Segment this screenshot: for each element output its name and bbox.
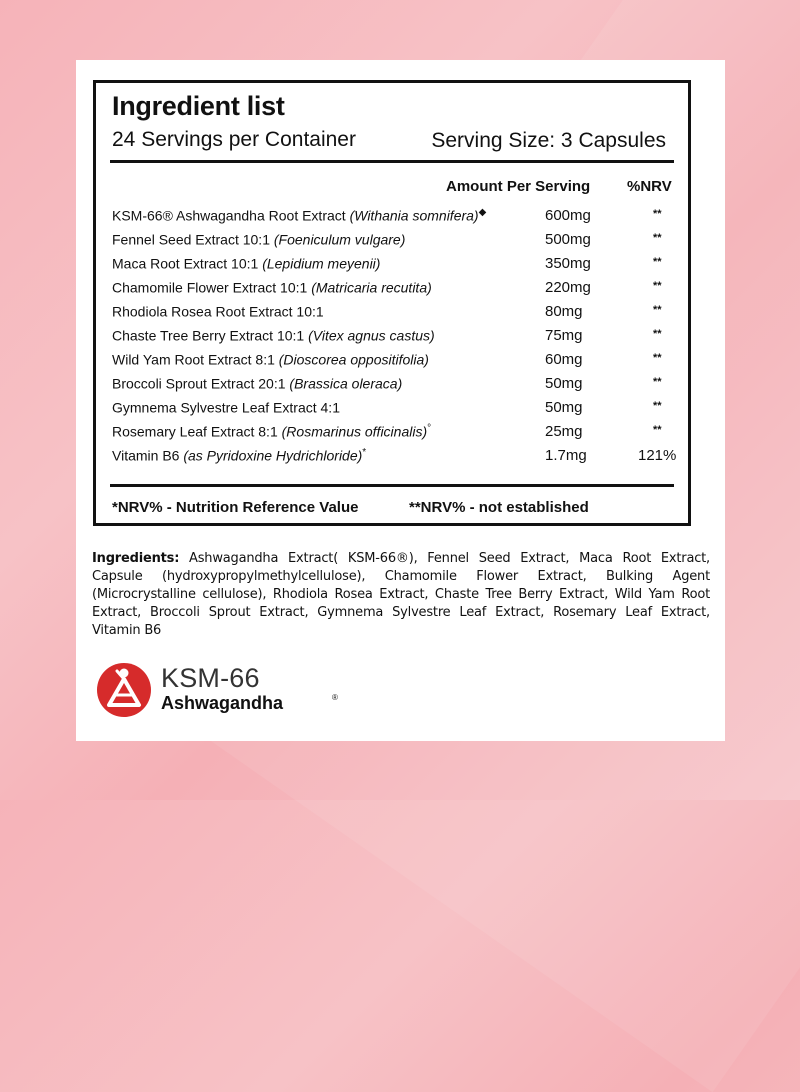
divider-bottom — [110, 484, 674, 487]
ingredient-latin-name: (Matricaria recutita) — [311, 279, 432, 296]
ingredient-row — [96, 303, 688, 327]
ingredient-nrv: ** — [653, 424, 662, 436]
ingredient-name — [112, 351, 429, 368]
ingredient-row — [96, 447, 688, 471]
ingredient-latin-name: (Rosmarinus officinalis) — [281, 423, 428, 440]
ingredient-name — [112, 207, 486, 224]
ingredient-nrv: ** — [653, 232, 662, 244]
ingredient-common-name: Rosemary Leaf Extract 8:1 — [112, 423, 282, 440]
servings-per-container: 24 Servings per Container — [112, 128, 356, 151]
ingredient-amount: 220mg — [545, 279, 591, 296]
ingredient-amount: 500mg — [545, 231, 591, 248]
logo-title: KSM-66 — [161, 663, 260, 693]
ingredient-row — [96, 255, 688, 279]
ingredient-row — [96, 399, 688, 423]
ingredient-common-name: Fennel Seed Extract 10:1 — [112, 231, 274, 248]
ingredient-row — [96, 207, 688, 231]
ingredient-amount: 50mg — [545, 399, 583, 416]
ingredients-text: Ashwagandha Extract( KSM-66®), Fennel Seed Extract, Maca Root Extract, Capsule (hydroxypropylmethylcellulose), Chamomile Flower Extract, Bulking Agent (Microcrystalline cellulose), Rhodiola Rosea Extract, Chaste Tree Berry Extract, Wild Yam Root Extract, Broccoli Sprout Extract, Gymnema Sylvestre Leaf Extract, Rosemary Leaf Extract, Vitamin B6 — [92, 551, 710, 638]
ingredient-latin-name: (Withania somnifera) — [349, 207, 479, 224]
ksm66-logo-icon — [95, 661, 153, 719]
footnote-not-established: **NRV% - not established — [409, 499, 589, 516]
label-card — [76, 60, 725, 741]
ingredient-row — [96, 423, 688, 447]
ingredient-latin-name: (Lepidium meyenii) — [262, 255, 381, 272]
logo-subtitle: Ashwagandha — [161, 693, 284, 713]
ingredient-nrv: ** — [653, 352, 662, 364]
footnote-nrv: *NRV% - Nutrition Reference Value — [112, 499, 359, 516]
ingredient-nrv: ** — [653, 208, 662, 220]
nrv-column-header: %NRV — [627, 178, 672, 195]
ingredient-amount: 50mg — [545, 375, 583, 392]
ingredient-row — [96, 375, 688, 399]
ingredient-name — [112, 399, 340, 416]
ingredient-common-name: Chaste Tree Berry Extract 10:1 — [112, 327, 309, 344]
ingredient-amount: 1.7mg — [545, 447, 587, 464]
ingredient-row — [96, 279, 688, 303]
ksm66-logo — [95, 661, 338, 721]
ingredient-row — [96, 327, 688, 351]
ingredient-common-name: Maca Root Extract 10:1 — [112, 255, 263, 272]
ingredient-name — [112, 303, 324, 320]
ingredient-name — [112, 279, 432, 296]
ingredient-row — [96, 231, 688, 255]
ingredient-row — [96, 351, 688, 375]
ingredient-name — [112, 327, 435, 344]
ingredient-nrv: ** — [653, 328, 662, 340]
ingredient-common-name: Chamomile Flower Extract 10:1 — [112, 279, 312, 296]
ingredient-latin-name: (Brassica oleraca) — [289, 375, 403, 392]
ingredient-latin-name: (Foeniculum vulgare) — [273, 231, 406, 248]
serving-size: Serving Size: 3 Capsules — [431, 129, 666, 152]
ingredient-common-name: Rhodiola Rosea Root Extract 10:1 — [112, 303, 324, 320]
ingredient-latin-name: (Dioscorea oppositifolia) — [278, 351, 429, 368]
ingredient-amount: 25mg — [545, 423, 583, 440]
ingredient-amount: 80mg — [545, 303, 583, 320]
ingredient-nrv: ** — [653, 400, 662, 412]
ingredient-common-name: Broccoli Sprout Extract 20:1 — [112, 375, 290, 392]
divider-top — [110, 160, 674, 163]
ingredient-nrv: ** — [653, 256, 662, 268]
ingredient-nrv: ** — [653, 376, 662, 388]
panel-title: Ingredient list — [112, 91, 285, 121]
ingredient-common-name: KSM-66® Ashwagandha Root Extract — [112, 207, 350, 224]
amount-column-header: Amount Per Serving — [446, 178, 591, 195]
ingredient-footnote-mark: * — [362, 447, 367, 458]
ingredient-name — [112, 375, 402, 392]
ingredient-name — [112, 231, 405, 248]
ingredient-footnote-mark: ◆ — [478, 207, 487, 218]
ingredient-latin-name: (as Pyridoxine Hydrichloride) — [183, 447, 363, 464]
ingredients-paragraph — [92, 550, 710, 640]
ingredient-nrv: ** — [653, 280, 662, 292]
ingredient-common-name: Vitamin B6 — [112, 447, 184, 464]
ingredient-footnote-mark: ° — [427, 423, 432, 434]
ingredient-nrv: 121% — [638, 447, 677, 464]
ingredients-label: Ingredients: — [92, 551, 180, 566]
ingredient-latin-name: (Vitex agnus castus) — [308, 327, 435, 344]
ingredient-panel — [93, 80, 691, 526]
ingredient-name — [112, 423, 431, 440]
ingredient-name — [112, 447, 366, 464]
ingredient-common-name: Gymnema Sylvestre Leaf Extract 4:1 — [112, 399, 340, 416]
ingredient-amount: 60mg — [545, 351, 583, 368]
ingredient-common-name: Wild Yam Root Extract 8:1 — [112, 351, 279, 368]
ingredient-amount: 75mg — [545, 327, 583, 344]
ingredient-amount: 350mg — [545, 255, 591, 272]
ingredient-nrv: ** — [653, 304, 662, 316]
ingredient-name — [112, 255, 380, 272]
logo-registered-mark: ® — [332, 693, 338, 702]
ingredient-amount: 600mg — [545, 207, 591, 224]
